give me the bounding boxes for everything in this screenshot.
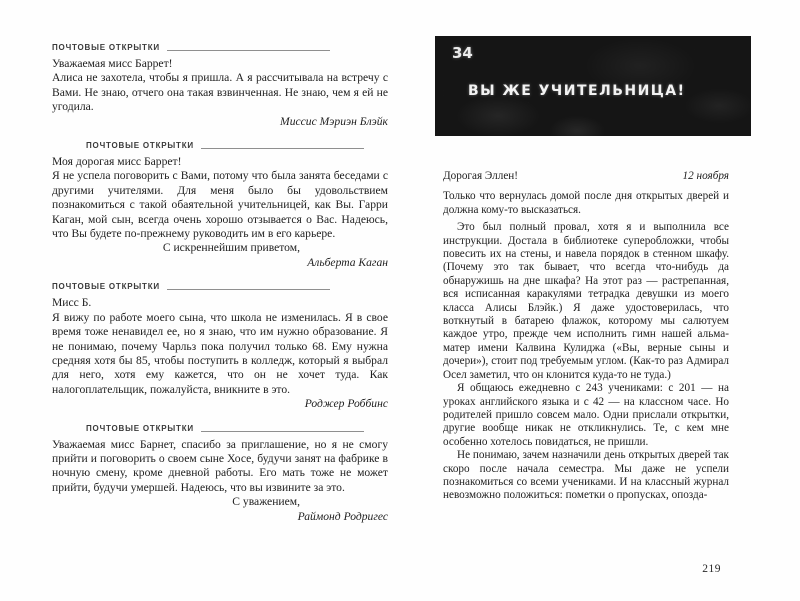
letter-paragraph: Это был полный провал, хотя я и выполнила все инструкции. Достала в библиотеке суперобложки, чтобы повесить их на стены, и навела порядок в стенном шкафу. (Почему это так бывает, что всегда что-нибудь да обнаружишь на дне шкафа? На этот раз — растрепанная, вся исписанная каракулями тетрадка девушки из моего класса Алисы Блэйк.) Я даже удостоверилась, что воткнутый в батарею флажок, которому мы салютуем каждое утро, прежде чем исполнить гимн нашей альма-матер имени Калвина Кулиджа («Вы, верные сыны и дочери»), стоит под требуемым углом. (Как-то раз Адмирал Осел заметил, что он клонится куда-то не туда.) <box>443 221 729 381</box>
chapter-number: 34 <box>452 44 473 62</box>
postcard-note <box>52 42 388 129</box>
left-page <box>52 42 388 535</box>
postcards-rule <box>201 431 364 432</box>
postcards-rule <box>201 148 364 149</box>
postcards-rule <box>167 289 330 290</box>
postcards-section-header <box>86 140 364 151</box>
letter-paragraph: Я общаюсь ежедневно с 243 учениками: с 201 — на уроках английского языка и с 42 — на классном часе. Но родителей пришло совсем мало. Одни прислали открытки, другие вообще никак не откликнулись. Те, с кем мне особенно хотелось повидаться, не пришли. <box>443 382 729 448</box>
postcard-salutation: Уважаемая мисс Баррет! <box>52 57 173 70</box>
postcards-section-label: ПОЧТОВЫЕ ОТКРЫТКИ <box>86 141 194 151</box>
postcard-body: Я не успела поговорить с Вами, потому что была занята беседами с другими учителями. Для меня было бы удовольствием познакомиться с такой обаятельной учительницей, как Вы. Гарри Каган, мой сын, всегда очень хорошо отзывается о Вас. Надеюсь, что Вы будете по-прежнему руководить им в его карьере. <box>52 169 388 241</box>
letter-salutation: Дорогая Эллен! <box>443 170 518 182</box>
postcards-section-header <box>52 42 330 53</box>
postcard-salutation: Моя дорогая мисс Баррет! <box>52 155 182 169</box>
postcard-signature: Альберта Каган <box>307 255 388 269</box>
postcards-section-label: ПОЧТОВЫЕ ОТКРЫТКИ <box>52 282 160 292</box>
postcard-signature: Роджер Роббинс <box>304 397 388 411</box>
postcard-valediction: С уважением, <box>232 495 300 509</box>
right-page <box>435 36 751 503</box>
chapter-title: ВЫ ЖЕ УЧИТЕЛЬНИЦА! <box>468 83 686 99</box>
postcard-signature: Раймонд Родригес <box>297 509 388 523</box>
postcard-salutation: Мисс Б. <box>52 296 92 310</box>
postcards-section-header <box>86 423 364 434</box>
postcards-section-header <box>52 281 330 292</box>
postcards-section-label: ПОЧТОВЫЕ ОТКРЫТКИ <box>86 423 194 433</box>
postcard-body: Алиса не захотела, чтобы я пришла. А я рассчитывала на встречу с Вами. Не знаю, отчего она такая взвинченная. Не знаю, чем я ей не угодила. <box>52 71 388 114</box>
letter-date: 12 ноября <box>682 170 729 182</box>
postcards-rule <box>167 50 330 51</box>
letter-body <box>443 190 729 502</box>
page-number: 219 <box>702 563 721 575</box>
chapter-chalkboard <box>435 36 751 136</box>
postcard-valediction: С искреннейшим приветом, <box>162 241 300 255</box>
postcard-note <box>52 281 388 411</box>
postcards-section-label: ПОЧТОВЫЕ ОТКРЫТКИ <box>52 43 160 52</box>
postcard-body: Уважаемая мисс Барнет, спасибо за приглашение, но я не смогу прийти и поговорить о своем сыне Хосе, будучи занят на фабрике в ночную смену, кроме дневной работы. Его мать тоже не может прийти, будучи умершей. Надеюсь, что вы извините за это. <box>52 437 388 494</box>
postcard-body: Я вижу по работе моего сына, что школа не изменилась. Я в свое время тоже ненавидел ее, но я знаю, что им нужно образование. Я не понимаю, почему Чарльз пока получил только 68. Ему нужна средняя хотя бы 85, чтобы поступить в колледж, который я выбрал для него, хотя ему кажется, что он не хочет туда. Как налогоплательщик, пожалуйста, вникните в это. <box>52 310 388 396</box>
letter-paragraph: Не понимаю, зачем назначили день открытых дверей так скоро после начала семестра. Мы даже не успели познакомиться со всеми учениками. И на классный журнал невозможно положиться: пометки о пропусках, опозда- <box>443 449 729 502</box>
letter-paragraph: Только что вернулась домой после дня открытых дверей и должна кому-то высказаться. <box>443 190 729 216</box>
letter <box>443 170 729 503</box>
letter-header-row <box>443 170 729 183</box>
postcard-signature: Миссис Мэриэн Блэйк <box>280 114 388 128</box>
postcard-note <box>52 140 388 270</box>
postcard-note <box>52 423 388 524</box>
